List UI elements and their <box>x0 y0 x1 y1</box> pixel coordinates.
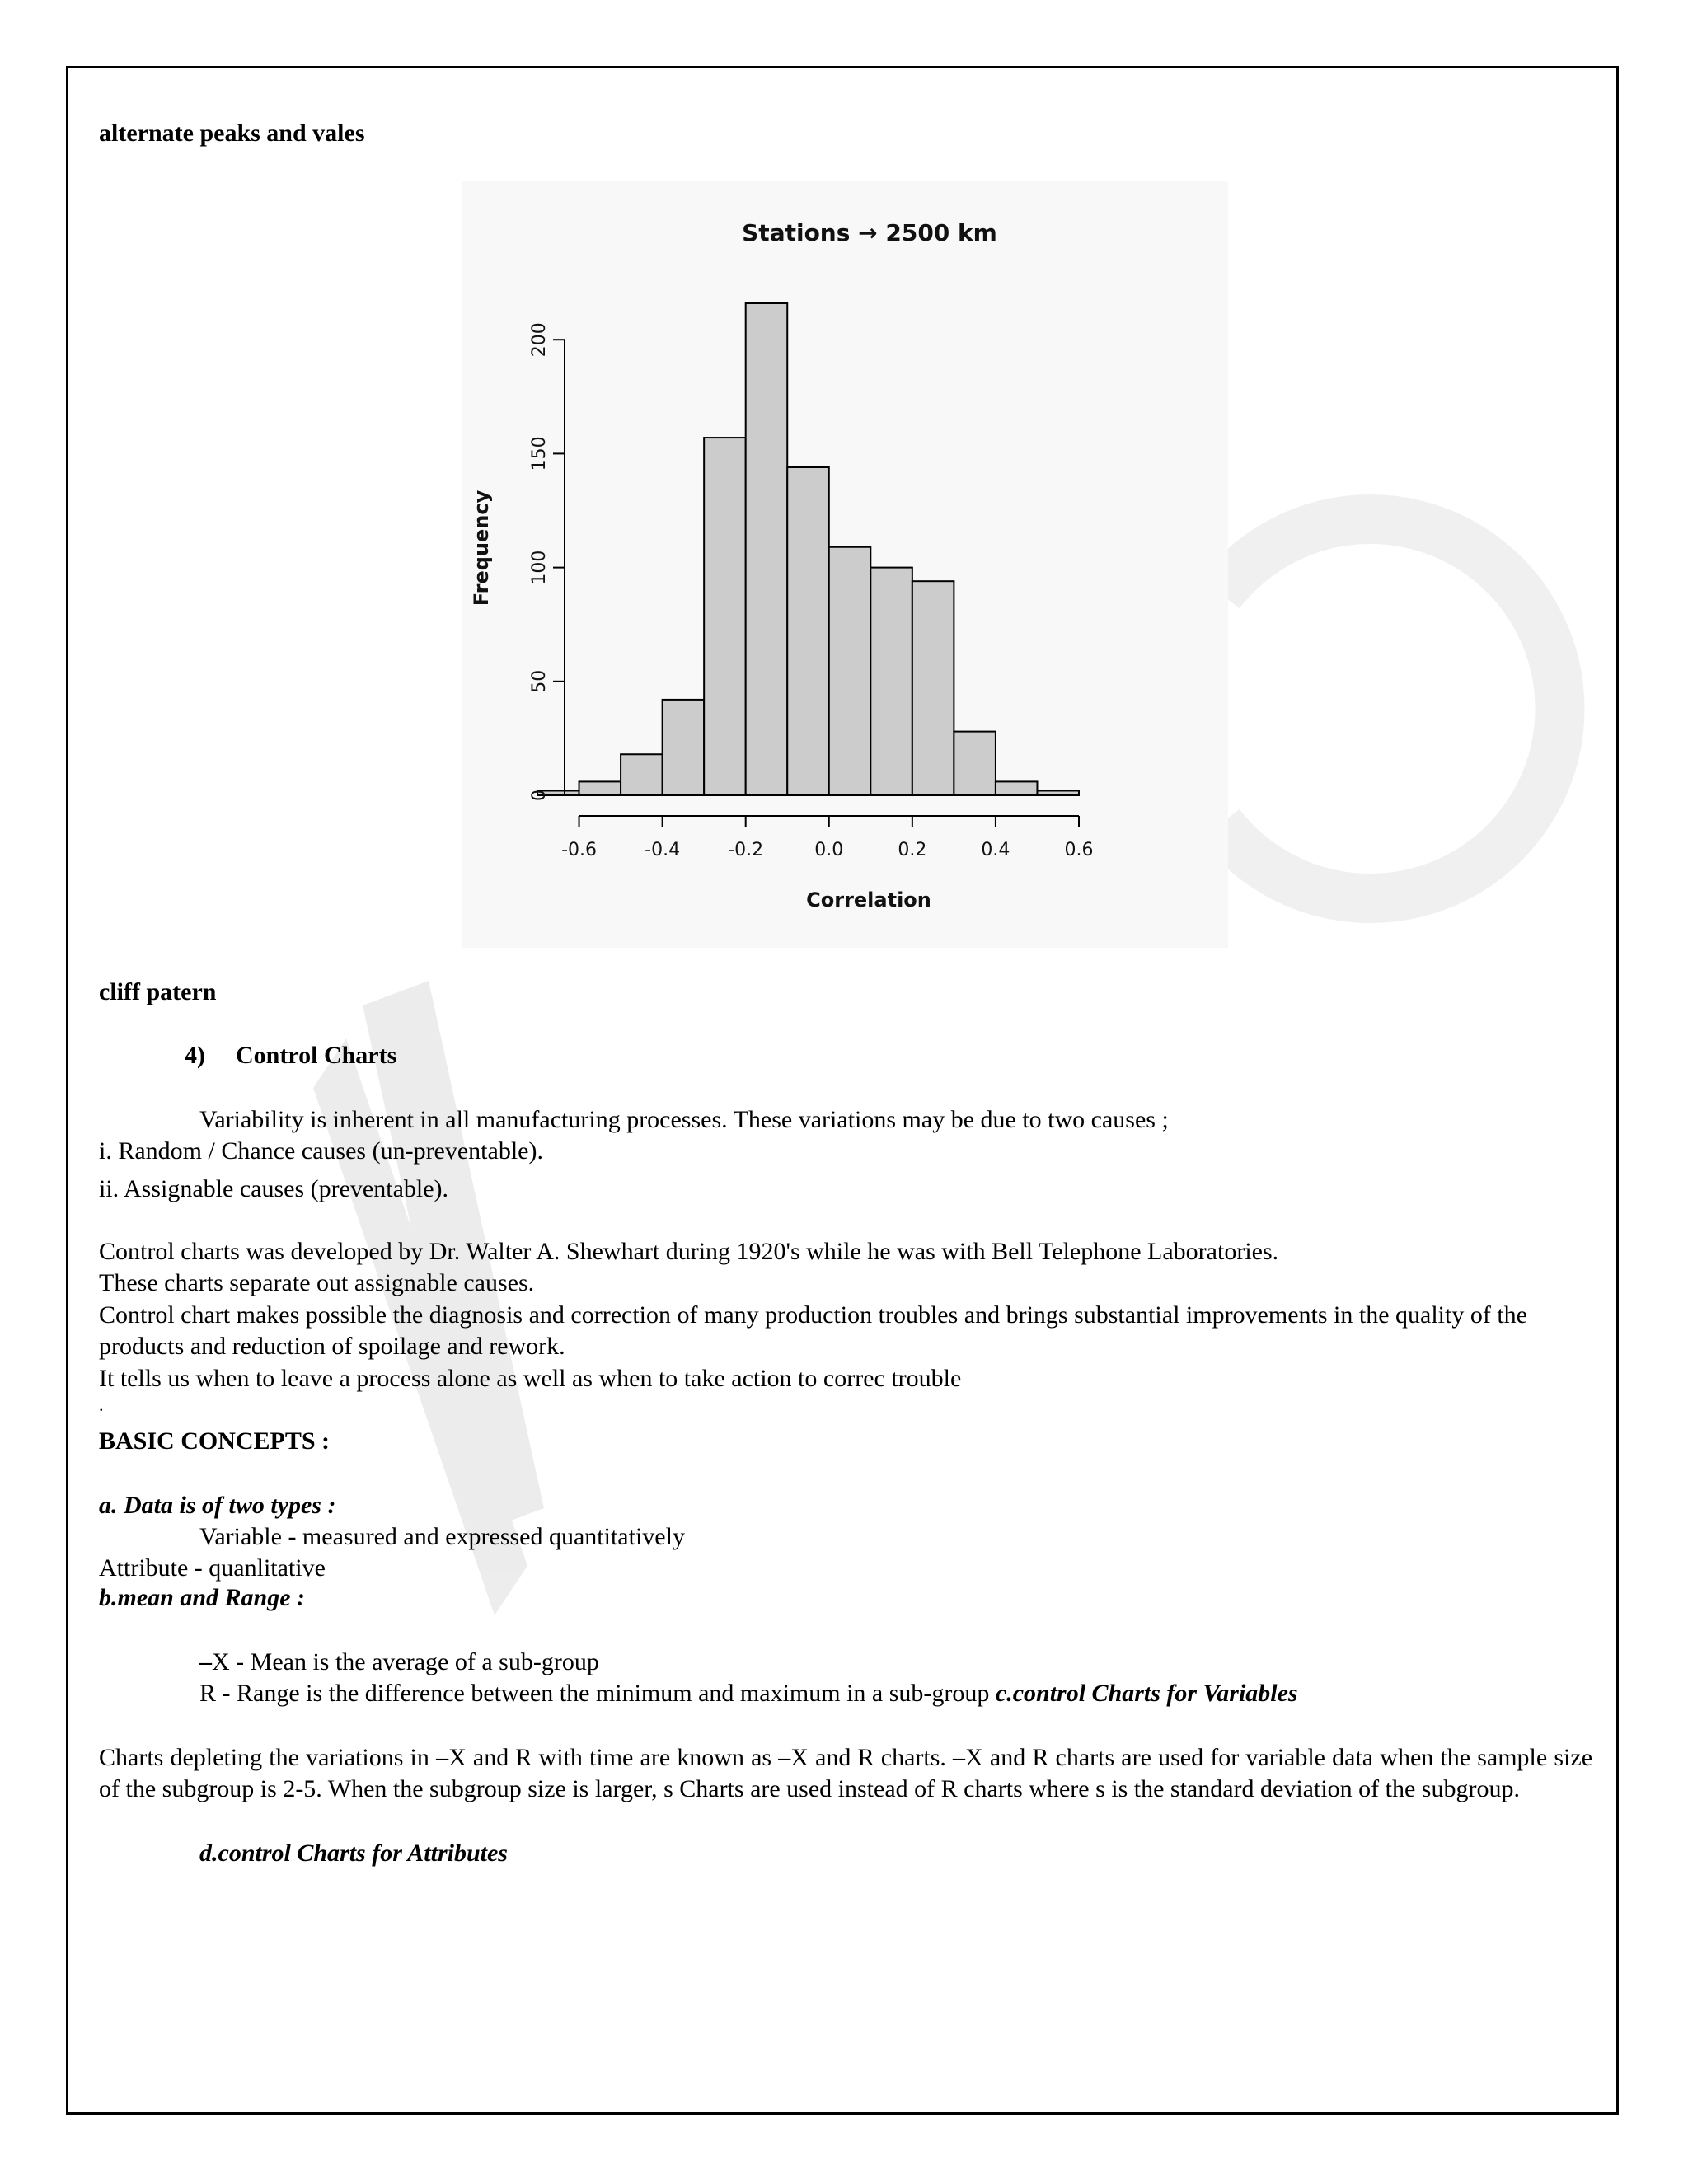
heading-cliff-pattern: cliff patern <box>99 978 217 1005</box>
histogram-bar <box>1037 790 1079 795</box>
mean-text: X - Mean is the average of a sub-group <box>212 1648 599 1675</box>
xbar-symbol-1: – <box>436 1744 449 1771</box>
x-tick-label: 0.2 <box>898 840 927 860</box>
section-number: 4) <box>185 1042 205 1069</box>
histogram-bar <box>787 467 829 795</box>
variable-definition: Variable - measured and expressed quantitatively <box>199 1523 685 1550</box>
dot-line: . <box>99 1394 104 1415</box>
paragraph-diagnosis: Control chart makes possible the diagnosis and correction of many production troubles and brings substantial improvements in the quality of the products and reduction of spoilage and rework. <box>99 1301 1527 1360</box>
paragraph-shewhart: Control charts was developed by Dr. Walter A. Shewhart during 1920's while he was with Bell Telephone Laboratories. <box>99 1238 1279 1265</box>
x-tick-label: 0.4 <box>981 840 1010 860</box>
section-title: Control Charts <box>236 1042 397 1069</box>
x-tick-label: -0.2 <box>728 840 764 860</box>
xbar-symbol-3: – <box>953 1744 966 1771</box>
y-tick-label: 150 <box>529 436 550 471</box>
control-variables-heading: c.control Charts for Variables <box>995 1680 1298 1707</box>
chart-title: Stations → 2500 km <box>742 219 997 246</box>
chart-x-axis-label: Correlation <box>806 888 931 912</box>
histogram-bar <box>829 547 871 795</box>
y-tick-label: 50 <box>529 669 550 693</box>
histogram-bar <box>954 732 996 795</box>
basic-concepts-heading: BASIC CONCEPTS : <box>99 1427 331 1455</box>
variability-text: Variability is inherent in all manufacturing processes. These variations may be due to two causes ; <box>199 1106 1169 1133</box>
paragraph-tells: It tells us when to leave a process alone as well as when to take action to correc trouble <box>99 1365 962 1392</box>
charts-text-1: Charts depleting the variations in <box>99 1744 437 1771</box>
charts-text-2: X and R with time are known as <box>448 1744 779 1771</box>
histogram-bar <box>996 781 1038 795</box>
histogram-bar <box>663 700 705 795</box>
control-attributes-heading: d.control Charts for Attributes <box>199 1840 508 1867</box>
mean-bar-symbol: – <box>199 1648 212 1675</box>
histogram-bar <box>870 568 912 795</box>
paragraph-separate: These charts separate out assignable causes. <box>99 1269 535 1296</box>
chart-y-axis-label: Frequency <box>470 490 493 607</box>
histogram-bar <box>579 781 621 795</box>
charts-text-3: X and R charts. <box>790 1744 954 1771</box>
heading-alternate-peaks: alternate peaks and vales <box>99 120 365 147</box>
histogram-bar <box>912 581 954 795</box>
attribute-definition: Attribute - quanlitative <box>99 1554 326 1582</box>
mean-range-heading: b.mean and Range : <box>99 1584 306 1611</box>
y-tick-label: 100 <box>529 550 550 585</box>
cause-random: i. Random / Chance causes (un-preventable). <box>99 1137 543 1165</box>
charts-text-4: X and R charts are used for variable data when the sample size of the subgroup is 2-5. When the subgroup size is larger, s Charts are used instead of R charts where s is the standard deviation of the subgroup. <box>99 1744 1593 1802</box>
histogram-bar <box>704 438 746 795</box>
x-tick-label: -0.4 <box>645 840 681 860</box>
x-tick-label: 0.0 <box>814 840 844 860</box>
data-types-heading: a. Data is of two types : <box>99 1492 336 1519</box>
x-tick-label: -0.6 <box>561 840 598 860</box>
mean-definition <box>199 1647 599 1678</box>
range-text: R - Range is the difference between the minimum and maximum in a sub-group <box>199 1680 990 1707</box>
charts-paragraph <box>99 1742 1592 1805</box>
y-tick-label: 0 <box>529 790 550 801</box>
y-tick-label: 200 <box>529 322 550 358</box>
cause-assignable: ii. Assignable causes (preventable). <box>99 1175 449 1202</box>
range-definition <box>199 1678 1298 1709</box>
x-tick-label: 0.6 <box>1064 840 1094 860</box>
histogram-chart <box>462 181 1228 948</box>
histogram-bar <box>621 754 663 795</box>
xbar-symbol-2: – <box>778 1744 791 1771</box>
histogram-svg <box>462 181 1228 948</box>
histogram-bar <box>746 303 788 795</box>
